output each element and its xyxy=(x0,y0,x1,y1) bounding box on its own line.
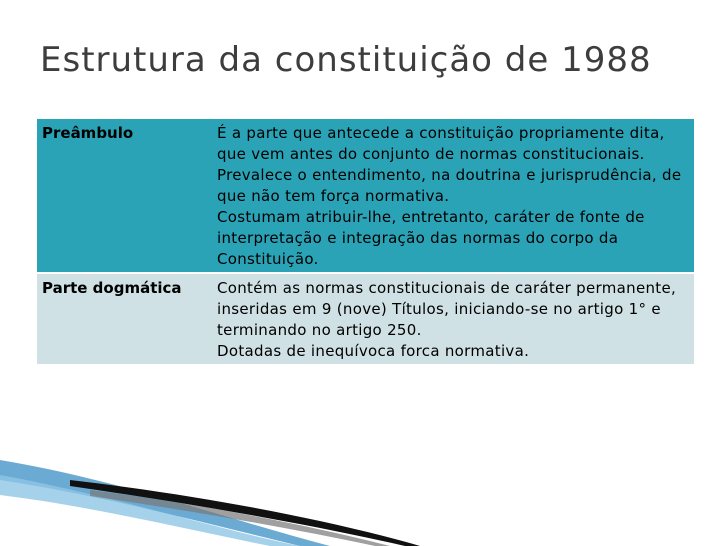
paragraph: É a parte que antecede a constituição propriamente dita, que vem antes do conjunto de normas constitucionais. xyxy=(217,124,665,163)
paragraph: Prevalece o entendimento, na doutrina e jurisprudência, de que não tem força normativa. xyxy=(217,166,682,205)
row-label: Parte dogmática xyxy=(37,274,212,364)
paragraph: Contém as normas constitucionais de caráter permanente, inseridas em 9 (nove) Títulos, iniciando-se no artigo 1° e terminando no artigo 250. xyxy=(217,279,677,339)
paragraph: Costumam atribuir-lhe, entretanto, caráter de fonte de interpretação e integração das normas do corpo da Constituição. xyxy=(217,208,645,268)
slide-title: Estrutura da constituição de 1988 xyxy=(40,40,652,80)
content-table xyxy=(37,117,694,366)
table-row-preambulo xyxy=(37,119,694,272)
paragraph: Dotadas de inequívoca forca normativa. xyxy=(217,342,530,360)
table-row-parte-dogmatica xyxy=(37,274,694,364)
slide-decoration-swoosh xyxy=(0,440,728,546)
row-label: Preâmbulo xyxy=(37,119,212,272)
row-text xyxy=(212,274,694,364)
row-text xyxy=(212,119,694,272)
